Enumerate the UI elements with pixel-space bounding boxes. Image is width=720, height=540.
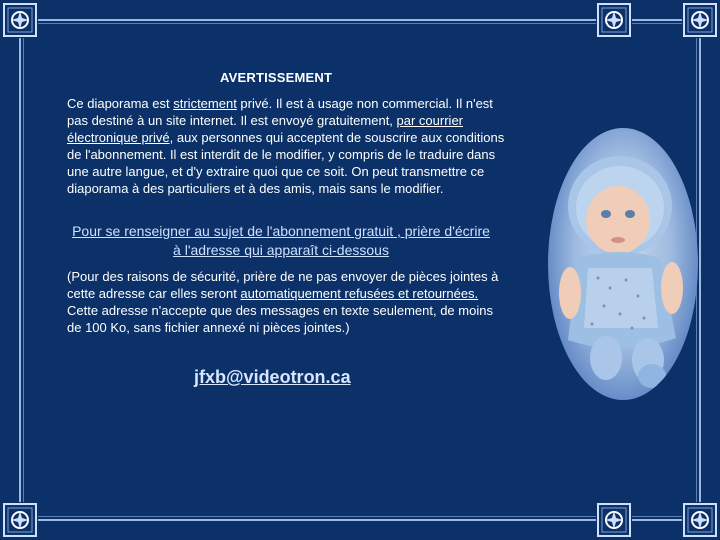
security-emphasis-refused: automatiquement refusées et retournées. bbox=[240, 286, 479, 301]
frame-left-inner bbox=[23, 22, 24, 518]
page-title: AVERTISSEMENT bbox=[220, 70, 333, 85]
notice-text-1: Ce diaporama est bbox=[67, 96, 174, 111]
corner-ornament-top-right-icon bbox=[596, 2, 632, 38]
baby-doll-photo bbox=[548, 128, 698, 400]
frame-right bbox=[699, 20, 701, 520]
security-text-2: Cette adresse n'accepte que des messages en texte seulement, de moins de 100 Ko, sans fichier annexé ni pièces jointes.) bbox=[67, 303, 493, 335]
notice-text-2: privé. Il est à usage non commercial. Il n'est pas destiné à un site internet. Il est envoyé gratuitement, bbox=[67, 96, 493, 128]
security-paragraph bbox=[67, 268, 507, 336]
corner-ornament-top-right-outer-icon bbox=[682, 2, 718, 38]
email-link[interactable]: jfxb@videotron.ca bbox=[194, 367, 351, 387]
corner-ornament-bottom-right-inner-icon bbox=[596, 502, 632, 538]
notice-text-3: , aux personnes qui acceptent de souscrire aux conditions de l'abonnement. Il est interdit de le modifier, y compris de le traduire dans une autre langue, et d'y extraire quoi que ce soit. On peut transmettre ce diaporama à des particuliers et à des amis, mais sans le modifier. bbox=[67, 130, 505, 196]
notice-emphasis-strictement: strictement bbox=[173, 96, 237, 111]
frame-left bbox=[19, 20, 21, 520]
notice-emphasis-private-mail: par courrier électronique privé bbox=[67, 113, 463, 145]
notice-paragraph bbox=[67, 95, 507, 197]
corner-ornament-bottom-left-icon bbox=[2, 502, 38, 538]
corner-ornament-top-left-icon bbox=[2, 2, 38, 38]
subscription-info-link[interactable]: Pour se renseigner au sujet de l'abonnement gratuit , prière d'écrire à l'adresse qui apparaît ci-dessous bbox=[72, 223, 490, 258]
security-text-1: (Pour des raisons de sécurité, prière de ne pas envoyer de pièces jointes à cette adresse car elles seront bbox=[67, 269, 499, 301]
corner-ornament-bottom-right-icon bbox=[682, 502, 718, 538]
